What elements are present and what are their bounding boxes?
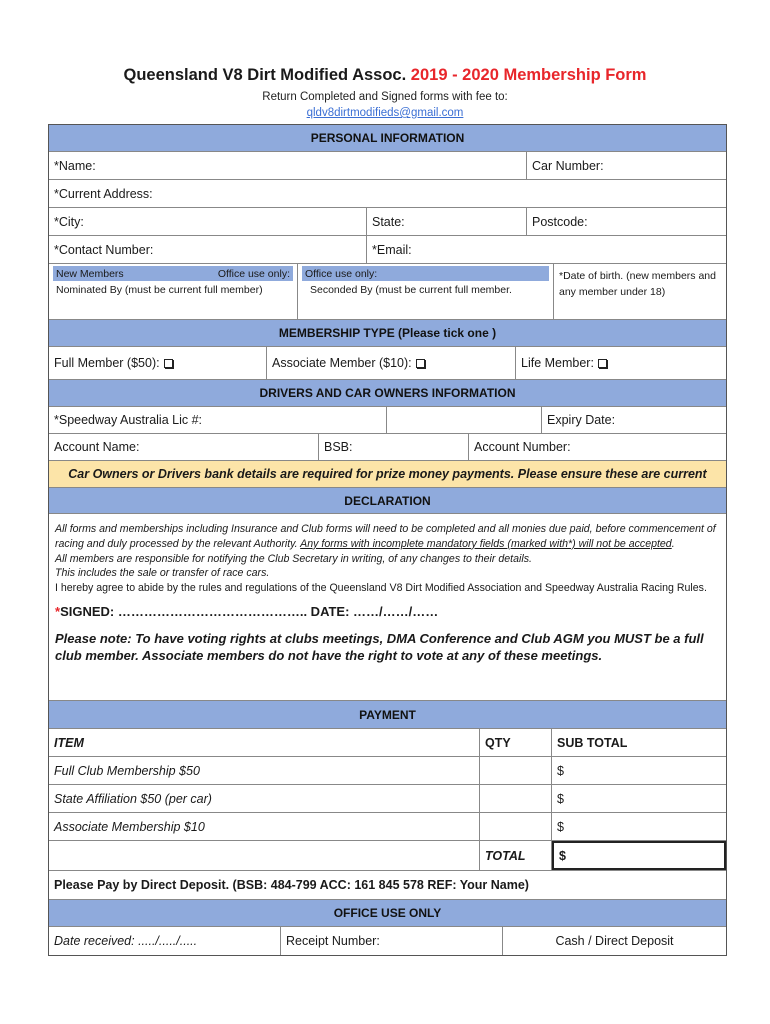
payment-qty-input[interactable]: [480, 813, 552, 840]
new-members-label: New Members: [56, 267, 124, 280]
declaration-paragraph-1: [55, 522, 720, 552]
life-member-label: Life Member:: [521, 356, 594, 370]
payment-row: [49, 813, 726, 841]
section-heading-payment: PAYMENT: [49, 701, 726, 728]
payment-subtotal[interactable]: $: [557, 819, 564, 834]
title-main: Queensland V8 Dirt Modified Assoc.: [123, 66, 407, 84]
contact-number-field[interactable]: *Contact Number:: [49, 236, 367, 263]
contact-email-link[interactable]: qldv8dirtmodifieds@gmail.com: [306, 107, 464, 119]
deposit-row: [49, 871, 726, 900]
payment-item: Full Club Membership $50: [49, 757, 480, 784]
associate-member-checkbox[interactable]: [416, 359, 425, 368]
full-member-label: Full Member ($50):: [54, 356, 160, 370]
payment-qty-input[interactable]: [480, 757, 552, 784]
office-use-label-2: Office use only:: [305, 267, 378, 280]
personal-heading-row: [49, 125, 726, 152]
name-row: [49, 152, 726, 180]
declaration-heading-row: [49, 488, 726, 514]
city-field[interactable]: *City:: [49, 208, 367, 235]
account-number-field[interactable]: Account Number:: [474, 440, 571, 454]
declaration-paragraph-3: This includes the sale or transfer of race cars.: [55, 567, 270, 580]
section-heading-drivers: DRIVERS AND CAR OWNERS INFORMATION: [49, 380, 726, 406]
return-instructions: Return Completed and Signed forms with fee to:: [262, 91, 508, 103]
account-name-field[interactable]: Account Name:: [49, 434, 319, 460]
signature-line[interactable]: [55, 605, 438, 620]
postcode-field[interactable]: Postcode:: [532, 214, 588, 229]
total-amount[interactable]: $: [552, 841, 726, 870]
new-members-bar: [53, 266, 293, 281]
bsb-field[interactable]: BSB:: [319, 434, 469, 460]
declaration-paragraph-2: All members are responsible for notifying the Club Secretary in writing, of any changes to their details.: [55, 552, 532, 565]
drivers-heading-row: [49, 380, 726, 407]
membership-form: [48, 124, 727, 956]
contact-row: [49, 236, 726, 264]
payment-row: [49, 785, 726, 813]
name-field[interactable]: *Name:: [49, 152, 527, 179]
nominated-by-label: Nominated By (must be current full member): [56, 284, 263, 296]
form-title: [0, 66, 770, 85]
signature-date-label: SIGNED: …………………………………….. DATE: ……/……/……: [60, 603, 439, 619]
full-member-option[interactable]: [49, 347, 267, 379]
receipt-number-field[interactable]: Receipt Number:: [281, 927, 503, 955]
subtotal-column-header: SUB TOTAL: [557, 735, 628, 750]
bank-notice-row: [49, 461, 726, 488]
date-received-field[interactable]: Date received: ...../...../.....: [49, 927, 281, 955]
declaration-row: [49, 514, 726, 701]
seconded-by-field[interactable]: [298, 264, 554, 319]
nominated-by-field[interactable]: [49, 264, 298, 319]
declaration-p1-underlined: Any forms with incomplete mandatory fields (marked with*) will not be accepted: [300, 537, 672, 550]
item-column-header: ITEM: [49, 729, 480, 756]
declaration-text: [49, 514, 726, 700]
associate-member-label: Associate Member ($10):: [272, 356, 412, 370]
state-field[interactable]: State:: [367, 208, 527, 235]
payment-subtotal[interactable]: $: [557, 791, 564, 806]
voting-rights-note: Please note: To have voting rights at clubs meetings, DMA Conference and Club AGM you MUST be a full club member. Associate members do not have the right to vote at any of these meetings.: [55, 630, 704, 663]
licence-blank-field[interactable]: [387, 407, 542, 433]
full-member-checkbox[interactable]: [164, 359, 173, 368]
payment-row: [49, 757, 726, 785]
direct-deposit-details: Please Pay by Direct Deposit. (BSB: 484-799 ACC: 161 845 578 REF: Your Name): [54, 878, 529, 892]
expiry-date-field[interactable]: Expiry Date:: [547, 413, 616, 427]
signature-required-mark: *: [55, 603, 61, 619]
nomination-row: [49, 264, 726, 320]
total-label: TOTAL: [480, 841, 552, 870]
declaration-paragraph-4: I hereby agree to abide by the rules and regulations of the Queensland V8 Dirt Modified Association and Speedway Australia Racing Rules.: [55, 582, 707, 595]
payment-header-row: [49, 729, 726, 757]
payment-subtotal[interactable]: $: [557, 763, 564, 778]
payment-qty-input[interactable]: [480, 785, 552, 812]
speedway-licence-field[interactable]: *Speedway Australia Lic #:: [49, 407, 387, 433]
declaration-p1-end: .: [671, 537, 675, 550]
membership-type-row: [49, 347, 726, 380]
total-blank-cell: [49, 841, 480, 870]
section-heading-office: OFFICE USE ONLY: [49, 900, 726, 926]
payment-total-row: [49, 841, 726, 871]
office-heading-row: [49, 900, 726, 927]
bank-row: [49, 434, 726, 461]
section-heading-declaration: DECLARATION: [49, 488, 726, 513]
life-member-option[interactable]: [516, 347, 726, 379]
car-number-field[interactable]: Car Number:: [532, 158, 604, 173]
email-field[interactable]: *Email:: [372, 242, 412, 257]
qty-column-header: QTY: [480, 729, 552, 756]
city-row: [49, 208, 726, 236]
address-row: [49, 180, 726, 208]
payment-heading-row: [49, 701, 726, 729]
section-heading-personal: PERSONAL INFORMATION: [49, 125, 726, 151]
life-member-checkbox[interactable]: [598, 359, 607, 368]
office-use-bar: [302, 266, 549, 281]
membership-heading-row: [49, 320, 726, 347]
office-row: [49, 927, 726, 955]
payment-method-field[interactable]: Cash / Direct Deposit: [555, 934, 674, 948]
seconded-by-label: Seconded By (must be current full member.: [310, 284, 512, 296]
declaration-p1-start: All forms and memberships including Insurance and Club forms will need to be completed and all monies due paid, before commencement of racing and duly processed by the relevant Authority.: [55, 523, 716, 550]
title-season: 2019 - 2020 Membership Form: [410, 66, 647, 84]
payment-item: Associate Membership $10: [49, 813, 480, 840]
address-field[interactable]: *Current Address:: [54, 186, 153, 201]
section-heading-membership: MEMBERSHIP TYPE (Please tick one ): [49, 320, 726, 346]
associate-member-option[interactable]: [267, 347, 516, 379]
office-use-label-1: Office use only:: [217, 267, 290, 280]
date-of-birth-field[interactable]: *Date of birth. (new members and any member under 18): [559, 270, 716, 298]
bank-details-notice: Car Owners or Drivers bank details are required for prize money payments. Please ensure these are current: [49, 461, 726, 487]
licence-row: [49, 407, 726, 434]
form-header: [0, 66, 770, 121]
payment-item: State Affiliation $50 (per car): [49, 785, 480, 812]
